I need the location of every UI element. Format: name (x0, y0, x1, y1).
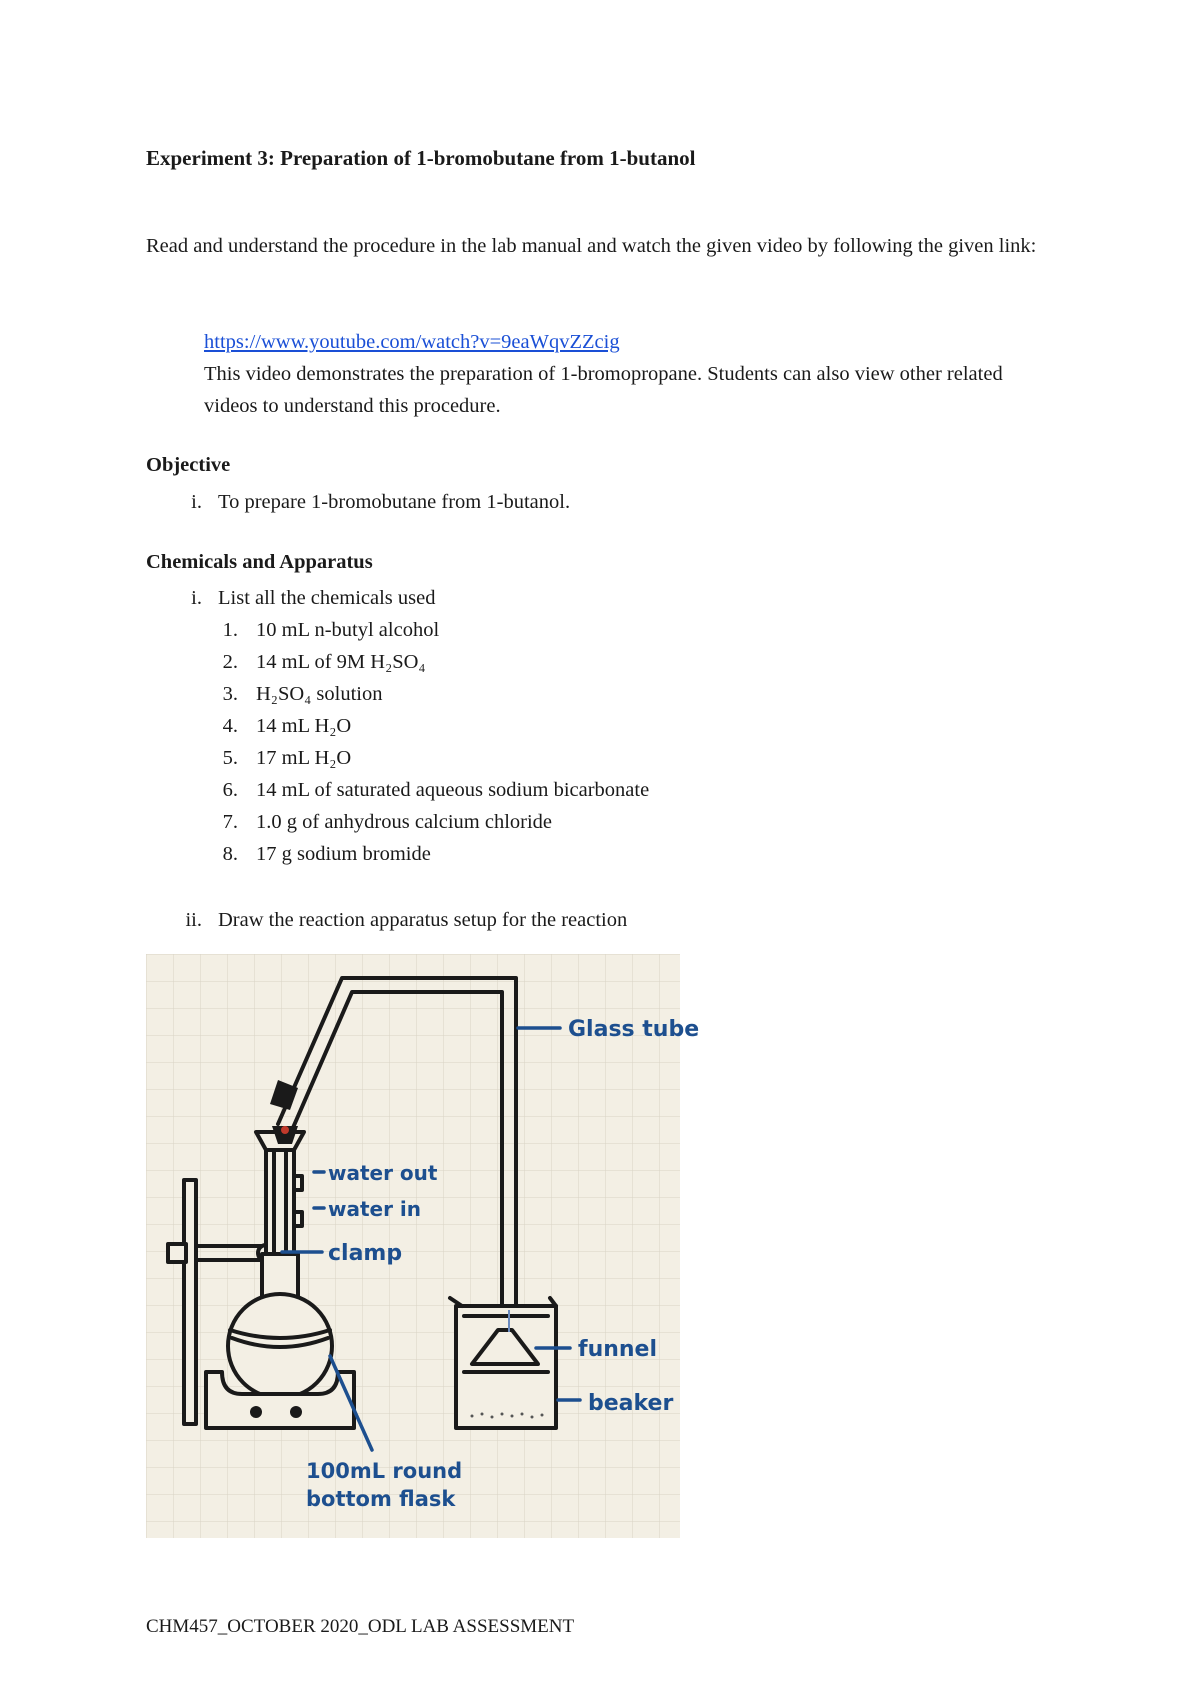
apparatus-drawing (146, 954, 700, 1538)
objective-item-marker: i. (191, 491, 202, 513)
page-title: Experiment 3: Preparation of 1-bromobutane from 1-butanol (146, 146, 696, 170)
apparatus-figure (146, 954, 700, 1538)
mantle-knob-left (250, 1406, 262, 1418)
chemical-text: 10 mL n-butyl alcohol (256, 619, 440, 641)
video-description: This video demonstrates the preparation of 1-bromopropane. Students can also view other related videos to understand this procedure. (204, 363, 1003, 417)
page-footer: CHM457_OCTOBER 2020_ODL LAB ASSESSMENT (146, 1616, 575, 1637)
chemicals-item-ii-marker: ii. (185, 909, 202, 931)
chemical-text: H₂SO₄ solution (256, 683, 383, 705)
retort-stand-rod (184, 1180, 196, 1424)
clamp-boss (168, 1244, 186, 1262)
label-clamp: clamp (328, 1241, 403, 1266)
chemical-text: 14 mL of saturated aqueous sodium bicarbonate (256, 779, 650, 801)
chemical-number: 3. (222, 683, 238, 705)
label-glass-tube: Glass tube (568, 1017, 700, 1042)
chemical-number: 2. (222, 651, 238, 673)
chemicals-item-ii-text: Draw the reaction apparatus setup for the reaction (218, 909, 628, 931)
label-water-in: water in (328, 1197, 422, 1221)
chemicals-item-i-text: List all the chemicals used (218, 587, 436, 609)
chemical-text: 1.0 g of anhydrous calcium chloride (256, 811, 553, 833)
label-water-out: water out (328, 1161, 438, 1185)
label-flask-line2: bottom flask (306, 1487, 456, 1511)
video-block (204, 326, 1054, 422)
chemical-number: 7. (222, 811, 238, 833)
chemical-text: 14 mL H₂O (256, 715, 352, 737)
label-flask-line1: 100mL round (306, 1459, 463, 1483)
chemical-number: 5. (222, 747, 238, 769)
chemicals-item-i-marker: i. (191, 587, 202, 609)
mantle-knob-right (290, 1406, 302, 1418)
chemical-number: 8. (222, 843, 238, 865)
label-beaker: beaker (588, 1391, 674, 1416)
chemical-text: 17 g sodium bromide (256, 843, 431, 865)
chemical-text: 14 mL of 9M H₂SO₄ (256, 651, 426, 673)
chemical-number: 4. (222, 715, 238, 737)
video-link[interactable]: https://www.youtube.com/watch?v=9eaWqvZZcig (204, 331, 620, 353)
objective-heading: Objective (146, 454, 231, 476)
stopper-drop (281, 1126, 289, 1134)
chemicals-heading: Chemicals and Apparatus (146, 551, 373, 573)
chemical-text: 17 mL H₂O (256, 747, 352, 769)
chemical-number: 6. (222, 779, 238, 801)
intro-paragraph: Read and understand the procedure in the lab manual and watch the given video by following the given link: (146, 235, 1037, 257)
label-funnel: funnel (578, 1337, 658, 1362)
objective-item-text: To prepare 1-bromobutane from 1-butanol. (218, 491, 571, 513)
chemical-number: 1. (222, 619, 238, 641)
beaker (456, 1306, 556, 1428)
